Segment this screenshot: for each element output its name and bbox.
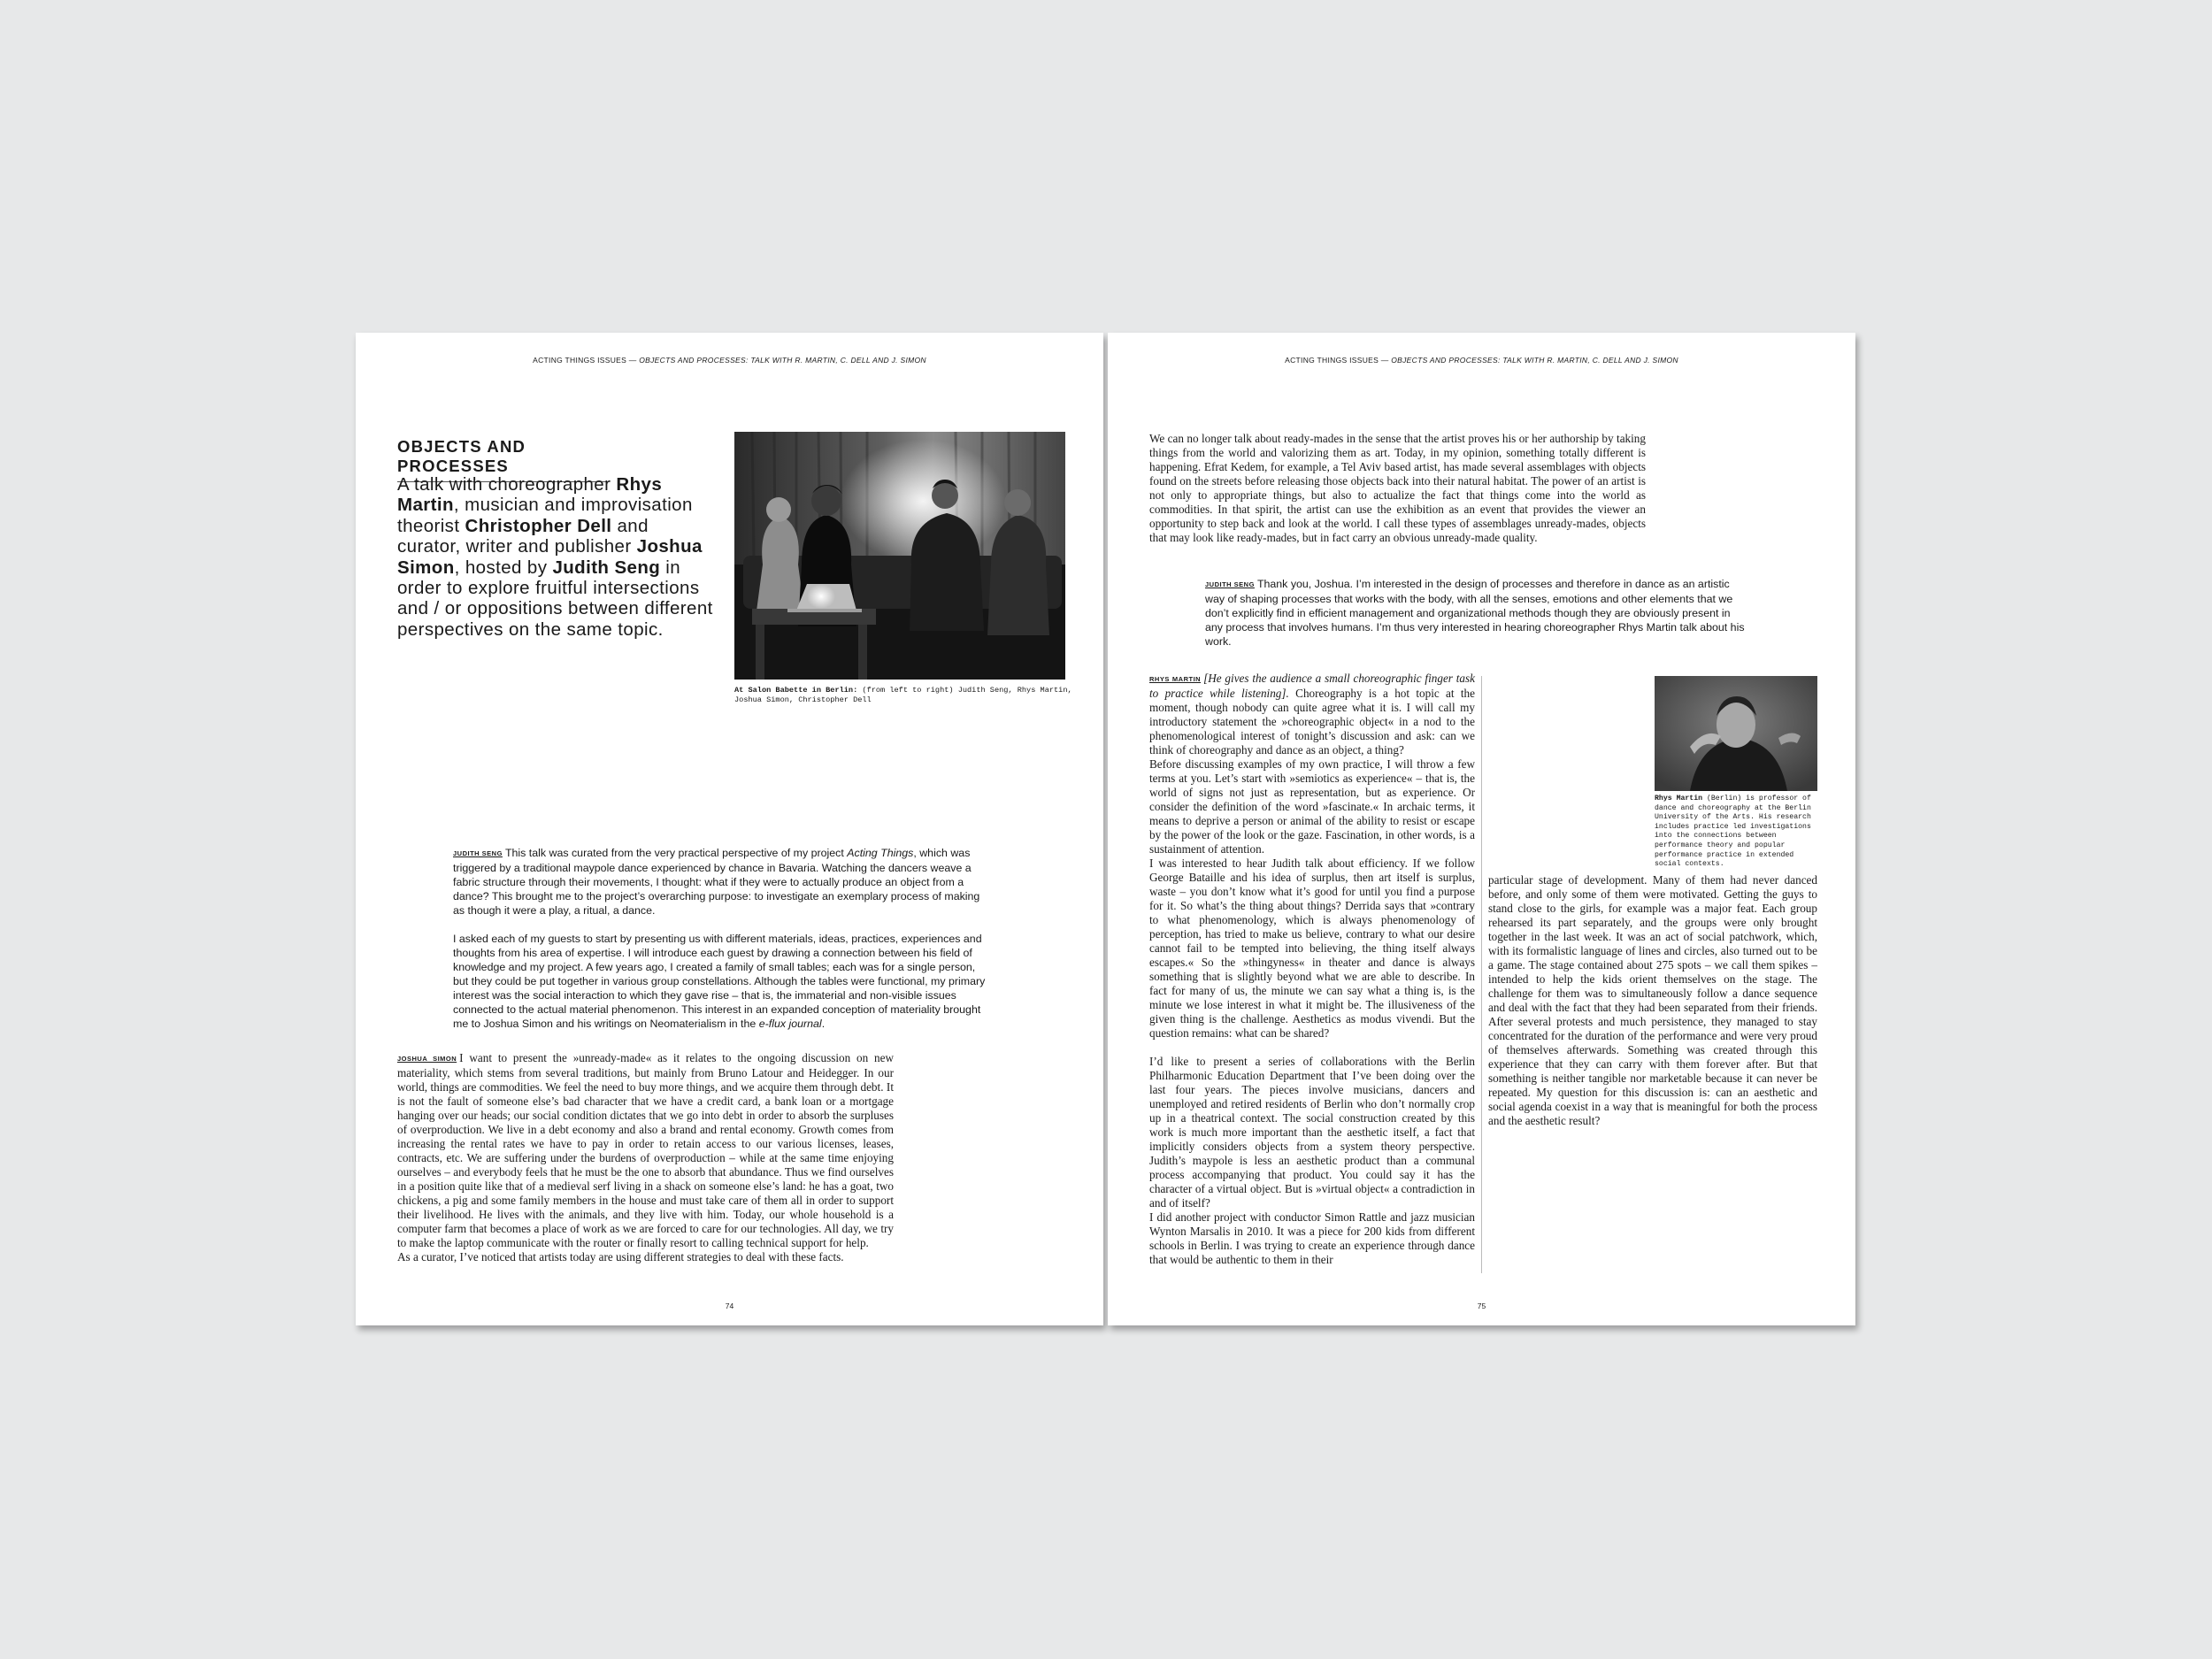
- column-rule: [1481, 676, 1482, 1273]
- seng-question-block: JUDITH SENG Thank you, Joshua. I’m interested in the design of processes and therefore in dance as an artistic way of shaping processes that works with the body, with all the senses, emotions and other elements that we don’t explicitly find in efficient management and organizational methods though they are obviously present in any process that involves humans. I’m thus very interested in hearing choreographer Rhys Martin talk about his work.: [1205, 578, 1745, 648]
- rhys-martin-portrait: [1655, 676, 1817, 791]
- right-page: [1108, 333, 1855, 1325]
- photo-caption: At Salon Babette in Berlin: (from left to right) Judith Seng, Rhys Martin, Joshua Simon, Christopher Dell: [734, 686, 1072, 704]
- simon-block: JOSHUA SIMON I want to present the »unready-made« as it relates to the ongoing discussion on new materiality, which stems from several traditions, but mainly from Bruno Latour and Heidegger. In our world, things are commodities. We feel the need to buy more things, and we acquire them through debt. It is not the fault of someone else’s bad character that we have a credit card, a bank loan or a mortgage hanging over our heads; our social condition dictates that we go into debt in order to absorb the surpluses of overproduction. We live in a debt economy and also a brand and rental economy. Growth comes from increasing the rental rates we have to pay in order to retain access to our various licenses, leases, contracts, etc. We are suffering under the burdens of overproduction – while at the same time enjoying ourselves – and everybody feels that he must be the one to absorb that abundance. Thus we find ourselves in a position quite like that of a medieval serf living in a shack on someone else’s land: he has a goat, two chickens, a pig and some family members in the house and must take care of them all in order to support their livelihood. He lives with the animals, and they live with him. Today, our whole household is a computer farm that becomes a place of work as we are forced to care for our technologies. All day, we try to make the laptop communicate with the router or finally resort to calling technical support for help. As a curator, I’ve noticed that artists today are using different strategies to deal with these facts.: [397, 1051, 895, 1263]
- article-title: OBJECTS AND PROCESSES: [397, 437, 608, 482]
- simon-continuation: We can no longer talk about ready-mades in the sense that the artist proves his or her authorship by taking things from the world and valorizing them as art. Today, in my opinion, something totally different is happening. Efrat Kedem, for example, a Tel Aviv based artist, has made several assemblages with objects found on the streets before releasing those objects back into their natural habitat. The power of an artist is not only to appropriate things, but also to actualize the fact that things come into the world as commodities. In that spirit, the artist can use the exhibition as an event that provides the viewer an opportunity to step back and look at the world. I call these types of assemblages unready-mades, objects that may look like ready-mades, but in fact carry an obvious unready-made quality.: [1149, 432, 1646, 544]
- left-page: [356, 333, 1103, 1325]
- speaker-label: JUDITH SENG: [453, 849, 503, 857]
- page-number: 75: [1477, 1302, 1486, 1310]
- speaker-label: RHYS MARTIN: [1149, 675, 1202, 683]
- seng-intro-block: JUDITH SENG This talk was curated from the very practical perspective of my project Acting Things, which was triggered by a traditional maypole dance experienced by chance in Bavaria. Watching the dancers weave a fabric structure through their movements, I thought: what if they were to actually produce an object from a dance? This brought me to the project’s overarching purpose: to investigate an exemplary process of making as though it were a play, a ritual, a dance. I asked each of my guests to start by presenting us with different materials, ideas, practices, experiences and thoughts from his area of expertise. I will introduce each guest by drawing a connection between his field of knowledge and my project. A few years ago, I created a family of small tables; each was for a single person, but they could be put together in various group constellations. Although the tables were functional, my primary interest was the social interaction to which they gave rise – that is, the immaterial and non-visible issues connected to the actual material phenomenon. This interest in an expanded conception of materiality brought me to Joshua Simon and his writings on Neomaterialism in the e-flux journal.: [453, 847, 986, 1030]
- intro-text: A talk with choreographer Rhys Martin, musician and improvisation theorist Christopher Dell and curator, writer and publisher Joshua Simon, hosted by Judith Seng in order to explore fruitful intersections and / or oppositions between different perspectives on the same topic.: [397, 474, 713, 640]
- portrait-caption: Rhys Martin (Berlin) is professor of dance and choreography at the Berlin University of the Arts. His research includes practice led investigations into the connections between performance theory and popular performance practice in extended social contexts.: [1655, 795, 1811, 869]
- running-head: ACTING THINGS ISSUES — OBJECTS AND PROCESSES: TALK WITH R. MARTIN, C. DELL AND J. SIMON: [533, 356, 926, 365]
- speaker-label: JOSHUA SIMON: [397, 1055, 457, 1063]
- martin-block-col1: RHYS MARTIN [He gives the audience a small choreographic finger task to practice while listening]. Choreography is a hot topic at the moment, though nobody can quite agree what it is. I will call my introductory statement the »choreographic object« in a nod to the phenomenological interest of tonight’s discussion and ask: can we think of choreography and dance as an object, a thing? Before discussing examples of my own practice, I will throw a few terms at you. Let’s start with »semiotics as experience« – that is, the world of signs not just as representation, but as experience. Or consider the definition of the word »fascinate.« In archaic terms, it means to deprive a person or animal of the ability to resist or escape by the power of the look or the gaze. Fascination, in other words, is a sustainment of attention. I was interested to hear Judith talk about efficiency. If we follow George Bataille and his idea of surplus, then art itself is surplus, waste – you don’t know what it’s good for until you find a purpose for it. So what’s the thing about things? Derrida says that »contrary to what phenomenology, which is always phenomenology of perception, has tried to make us believe, contrary to what our desire cannot fail to be tempted into believing, the thing itself always escapes.« So the »thingyness« in theater and dance is always something that is slightly beyond what we are able to describe. In fact for many of us, the minute we can say what a thing is, is the minute we lose interest in what it might be. The illusiveness of the given thing is the challenge. Aesthetics as modus vivendi. But the question remains: what can be shared? I’d like to present a series of collaborations with the Berlin Philharmonic Education Department that I’ve been doing over the last four years. The pieces involve musicians, dancers and unemployed and retired residents of Berlin who don’t normally crop up in a theatrical context. The social construction created by this work is much more important than the aesthetic itself, a fact that implicitly considers objects from a system theory perspective. Judith’s maypole is less an aesthetic product than a communal process accompanying that product. You could say it has the character of a virtual object. But is »virtual object« a contradiction in and of itself? I did another project with conductor Simon Rattle and jazz musician Wynton Marsalis in 2010. It was a piece for 200 kids from different schools in Berlin. I was trying to create an experience through dance that would be authentic to them in their: [1149, 672, 1476, 1266]
- martin-block-col2: particular stage of development. Many of them had never danced before, and only some of them were motivated. Getting the guys to stand close to the girls, for example was a major feat. Each group rehearsed its part separately, and the groups were only brought together in the last week. It was an act of social patchwork, which, with its formalistic language of lines and circles, also turned out to be a game. The stage contained about 275 spots – we call them spikes – intended to help the kids orient themselves on the stage. The challenge for them was to simultaneously follow a dance sequence and deal with the fact that they had been separated from their friends. After several protests and much persistence, they managed to stay concentrated for the duration of the performance and were very proud of themselves afterwards. Something was created through this experience that they can carry with them forever after. But that something is neither tangible nor marketable because it can never be repeated. My question for this discussion is: can an aesthetic and social agenda coexist in a way that is meaningful for both the process and the aesthetic result?: [1488, 873, 1817, 1127]
- salon-photo: [734, 432, 1065, 680]
- running-head: ACTING THINGS ISSUES — OBJECTS AND PROCESSES: TALK WITH R. MARTIN, C. DELL AND J. SIMON: [1285, 356, 1678, 365]
- page-number: 74: [725, 1302, 734, 1310]
- speaker-label: JUDITH SENG: [1205, 580, 1255, 588]
